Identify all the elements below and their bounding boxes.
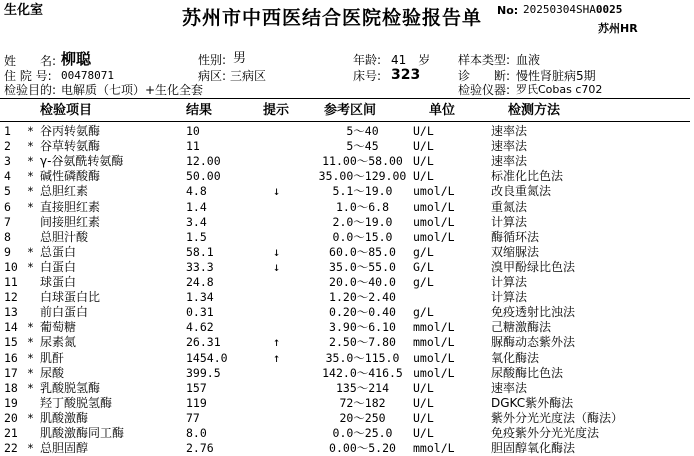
test-unit: umol/L — [413, 350, 455, 365]
test-result: 50.00 — [186, 169, 221, 184]
age-label: 年龄: — [353, 53, 382, 67]
test-result: 24.8 — [186, 275, 214, 289]
test-name: 间接胆红素 — [40, 214, 101, 229]
col-header-unit: 单位 — [429, 103, 456, 118]
instrument-label: 检验仪器: — [458, 83, 511, 97]
test-method: 计算法 — [491, 290, 528, 305]
test-result: 1.4 — [186, 199, 207, 214]
reference-range: 5～45 — [346, 139, 379, 154]
row-number: 4 — [4, 169, 11, 184]
reference-range: 1.0～6.8 — [335, 199, 390, 214]
test-name: 总胆汁酸 — [40, 229, 89, 244]
col-header-flag: 提示 — [263, 103, 290, 118]
reference-range: 5.1～19.0 — [332, 184, 393, 199]
test-unit: G/L — [413, 259, 434, 274]
test-name: 羟丁酸脱氢酶 — [40, 395, 113, 410]
test-unit: U/L — [413, 395, 434, 410]
test-name: 总蛋白 — [40, 244, 77, 259]
test-unit: U/L — [413, 380, 434, 395]
test-unit: mmol/L — [413, 441, 455, 456]
test-method: 免疫透射比浊法 — [491, 305, 576, 320]
certified-mark: * — [27, 244, 34, 259]
purpose-label: 检验目的: — [4, 83, 57, 97]
test-unit: U/L — [413, 124, 434, 138]
test-name: 肌酐 — [40, 350, 65, 365]
ward: 三病区 — [230, 69, 267, 83]
test-result: 399.5 — [186, 365, 221, 380]
patient-sex: 男 — [233, 51, 247, 66]
reference-range: 0.00～5.20 — [329, 441, 396, 456]
certified-mark: * — [27, 441, 34, 456]
test-method: 溴甲酚绿比色法 — [491, 259, 576, 274]
report-number-label: No: — [497, 4, 519, 17]
table-row — [0, 305, 694, 320]
test-name: 白球蛋白比 — [40, 290, 101, 305]
test-method: 己糖激酶法 — [491, 320, 552, 335]
abnormal-flag: ↑ — [273, 335, 281, 350]
test-result: 8.0 — [186, 426, 207, 440]
row-number: 14 — [4, 320, 18, 335]
col-header-result: 结果 — [186, 103, 213, 118]
test-result: 58.1 — [186, 244, 214, 259]
col-header-item: 检验项目 — [40, 103, 93, 118]
divider-top — [0, 98, 690, 99]
test-unit: U/L — [413, 426, 434, 440]
test-unit: umol/L — [413, 184, 455, 199]
diagnosis: 慢性肾脏病5期 — [516, 69, 596, 83]
certified-mark: * — [27, 184, 34, 199]
row-number: 9 — [4, 244, 11, 259]
col-header-method: 检测方法 — [508, 103, 561, 118]
test-name: 尿素氮 — [40, 335, 77, 350]
test-method: 脲酶动态紫外法 — [491, 335, 576, 350]
test-name: 谷草转氨酶 — [40, 139, 101, 154]
test-unit: U/L — [413, 169, 434, 184]
reference-range: 1.20～2.40 — [329, 290, 396, 305]
sex-label: 性别: — [198, 53, 227, 67]
reference-range: 35.00～129.00 — [318, 169, 407, 184]
table-row — [0, 381, 694, 396]
test-method: 重氮法 — [491, 199, 528, 214]
divider-header — [0, 121, 690, 122]
test-method: 免疫紫外分光光度法 — [491, 426, 600, 440]
test-result: 12.00 — [186, 154, 221, 169]
reference-range: 72～182 — [339, 395, 386, 410]
reference-range: 35.0～115.0 — [325, 350, 400, 365]
sample-type: 血液 — [516, 53, 541, 67]
test-unit: umol/L — [413, 214, 455, 229]
table-row — [0, 351, 694, 366]
certified-mark: * — [27, 199, 34, 214]
admission-number: 00478071 — [61, 69, 114, 82]
test-method: 双缩脲法 — [491, 244, 540, 259]
table-row — [0, 290, 694, 305]
row-number: 8 — [4, 229, 11, 244]
sample-label: 样本类型: — [458, 53, 511, 67]
row-number: 3 — [4, 154, 11, 169]
row-number: 20 — [4, 410, 18, 425]
test-result: 4.62 — [186, 320, 214, 335]
table-row — [0, 426, 694, 441]
row-number: 10 — [4, 259, 18, 274]
row-number: 17 — [4, 365, 18, 380]
test-name: 碱性磷酸酶 — [40, 169, 101, 184]
row-number: 7 — [4, 214, 11, 229]
row-number: 12 — [4, 290, 18, 305]
report-title: 苏州市中西医结合医院检验报告单 — [181, 7, 482, 29]
table-row — [0, 320, 694, 335]
certified-mark: * — [27, 365, 34, 380]
test-method: 胆固醇氧化酶法 — [491, 441, 576, 456]
row-number: 16 — [4, 350, 18, 365]
col-header-ref: 参考区间 — [324, 103, 377, 118]
test-name: γ-谷氨酰转氨酶 — [40, 154, 124, 169]
test-method: 尿酸酶比色法 — [491, 365, 564, 380]
hospital-badge: 苏州HR — [598, 22, 638, 35]
table-row — [0, 335, 694, 350]
test-name: 总胆固醇 — [40, 441, 89, 456]
certified-mark: * — [27, 410, 34, 425]
test-method: 改良重氮法 — [491, 184, 552, 199]
test-name: 谷丙转氨酶 — [40, 124, 101, 138]
table-row — [0, 275, 694, 290]
table-row — [0, 169, 694, 184]
table-row — [0, 411, 694, 426]
test-method: 氧化酶法 — [491, 350, 540, 365]
test-name: 葡萄糖 — [40, 320, 77, 335]
test-unit: umol/L — [413, 199, 455, 214]
row-number: 19 — [4, 395, 18, 410]
table-row — [0, 260, 694, 275]
reference-range: 3.90～6.10 — [329, 320, 396, 335]
table-row — [0, 245, 694, 260]
test-name: 尿酸 — [40, 365, 65, 380]
test-unit: U/L — [413, 139, 434, 154]
test-result: 11 — [186, 139, 200, 154]
test-name: 肌酸激酶同工酶 — [40, 426, 125, 440]
test-method: 速率法 — [491, 139, 528, 154]
row-number: 18 — [4, 380, 18, 395]
test-method: DGKC紫外酶法 — [491, 395, 574, 410]
test-name: 肌酸激酶 — [40, 410, 89, 425]
certified-mark: * — [27, 320, 34, 335]
reference-range: 60.0～85.0 — [329, 244, 396, 259]
test-unit: U/L — [413, 410, 434, 425]
test-method: 紫外分光光度法（酶法） — [491, 410, 624, 425]
certified-mark: * — [27, 350, 34, 365]
test-result: 10 — [186, 124, 200, 138]
test-unit: umol/L — [413, 229, 455, 244]
report-number: 20250304SHA0025 — [523, 3, 623, 16]
row-number: 1 — [4, 124, 11, 138]
test-result: 157 — [186, 380, 207, 395]
row-number: 5 — [4, 184, 11, 199]
abnormal-flag: ↓ — [273, 244, 281, 259]
row-number: 21 — [4, 426, 18, 440]
patient-name: 柳聪 — [61, 50, 92, 68]
table-row — [0, 366, 694, 381]
patient-age: 41 岁 — [391, 53, 431, 67]
test-method: 速率法 — [491, 154, 528, 169]
table-row — [0, 184, 694, 199]
ward-label: 病区: — [198, 69, 227, 83]
certified-mark: * — [27, 259, 34, 274]
table-row — [0, 139, 694, 154]
reference-range: 11.00～58.00 — [322, 154, 403, 169]
abnormal-flag: ↓ — [273, 259, 281, 274]
certified-mark: * — [27, 154, 34, 169]
test-unit: umol/L — [413, 365, 455, 380]
diagnosis-label: 诊 断: — [458, 69, 511, 83]
test-unit: g/L — [413, 244, 434, 259]
name-label: 姓 名: — [4, 54, 57, 68]
table-row — [0, 396, 694, 411]
table-row — [0, 154, 694, 169]
reference-range: 2.0～19.0 — [332, 214, 393, 229]
test-unit: g/L — [413, 305, 434, 320]
test-method: 酶循环法 — [491, 229, 540, 244]
test-name: 总胆红素 — [40, 184, 89, 199]
test-result: 1.34 — [186, 290, 214, 305]
reference-range: 20.0～40.0 — [329, 275, 396, 289]
row-number: 15 — [4, 335, 18, 350]
row-number: 2 — [4, 139, 11, 154]
certified-mark: * — [27, 139, 34, 154]
bed-number: 323 — [391, 67, 421, 83]
admission-label: 住 院 号: — [4, 69, 52, 83]
test-name: 前白蛋白 — [40, 305, 89, 320]
reference-range: 135～214 — [335, 380, 390, 395]
test-result: 119 — [186, 395, 207, 410]
test-name: 球蛋白 — [40, 275, 77, 289]
reference-range: 0.20～0.40 — [329, 305, 396, 320]
test-purpose: 电解质（七项）+生化全套 — [61, 83, 204, 97]
test-method: 计算法 — [491, 275, 528, 289]
row-number: 22 — [4, 441, 18, 456]
abnormal-flag: ↑ — [273, 350, 281, 365]
table-row — [0, 200, 694, 215]
row-number: 13 — [4, 305, 18, 320]
reference-range: 35.0～55.0 — [329, 259, 396, 274]
certified-mark: * — [27, 335, 34, 350]
test-unit: U/L — [413, 154, 434, 169]
test-unit: mmol/L — [413, 320, 455, 335]
test-unit: g/L — [413, 275, 434, 289]
test-result: 1.5 — [186, 229, 207, 244]
test-result: 1454.0 — [186, 350, 228, 365]
certified-mark: * — [27, 124, 34, 138]
certified-mark: * — [27, 380, 34, 395]
reference-range: 5～40 — [346, 124, 379, 138]
test-result: 4.8 — [186, 184, 207, 199]
test-unit: mmol/L — [413, 335, 455, 350]
row-number: 6 — [4, 199, 11, 214]
reference-range: 0.0～15.0 — [332, 229, 393, 244]
test-result: 2.76 — [186, 441, 214, 456]
department-label: 生化室 — [4, 3, 44, 18]
certified-mark: * — [27, 169, 34, 184]
test-method: 计算法 — [491, 214, 528, 229]
table-row — [0, 124, 694, 139]
row-number: 11 — [4, 275, 18, 289]
test-result: 33.3 — [186, 259, 214, 274]
reference-range: 0.0～25.0 — [332, 426, 393, 440]
test-method: 标准化比色法 — [491, 169, 564, 184]
test-method: 速率法 — [491, 124, 528, 138]
test-result: 26.31 — [186, 335, 221, 350]
test-result: 3.4 — [186, 214, 207, 229]
reference-range: 2.50～7.80 — [329, 335, 396, 350]
test-name: 白蛋白 — [40, 259, 77, 274]
test-name: 直接胆红素 — [40, 199, 101, 214]
test-method: 速率法 — [491, 380, 528, 395]
reference-range: 20～250 — [339, 410, 386, 425]
test-result: 0.31 — [186, 305, 214, 320]
abnormal-flag: ↓ — [273, 184, 281, 199]
table-row — [0, 215, 694, 230]
instrument: 罗氏Cobas c702 — [516, 83, 603, 96]
test-result: 77 — [186, 410, 200, 425]
test-name: 乳酸脱氢酶 — [40, 380, 101, 395]
reference-range: 142.0～416.5 — [322, 365, 403, 380]
table-row — [0, 230, 694, 245]
bed-label: 床号: — [353, 69, 382, 83]
